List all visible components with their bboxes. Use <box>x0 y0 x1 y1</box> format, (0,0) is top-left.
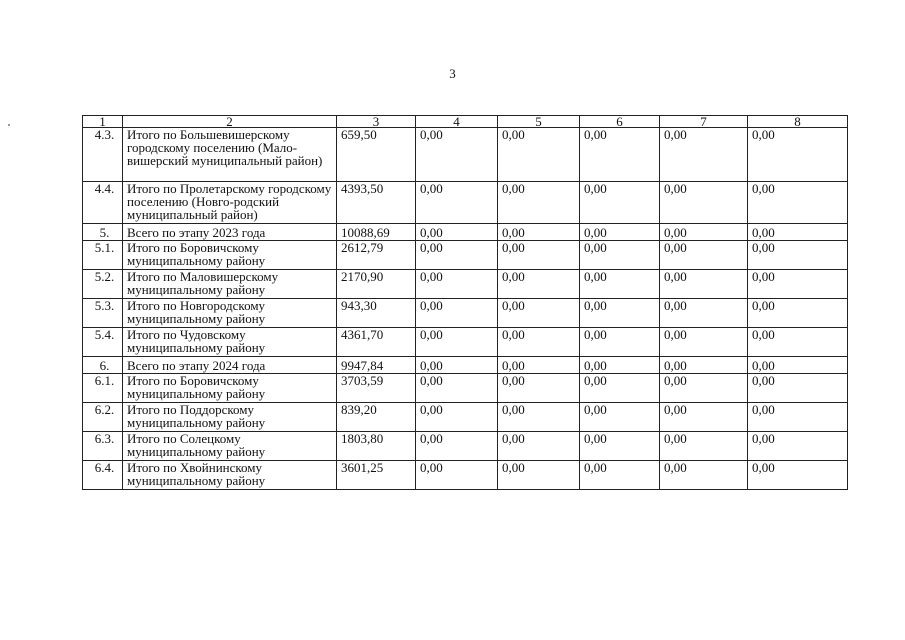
table-row <box>83 224 848 241</box>
row-value: 4393,50 <box>337 182 416 224</box>
row-number: 5.3. <box>83 299 123 328</box>
row-value: 0,00 <box>416 374 498 403</box>
row-value: 0,00 <box>748 357 848 374</box>
row-name: Итого по Поддорскому муниципальному району <box>123 403 337 432</box>
row-value: 0,00 <box>498 328 580 357</box>
table-row <box>83 128 848 182</box>
row-value: 0,00 <box>498 270 580 299</box>
row-number: 6.3. <box>83 432 123 461</box>
row-value: 0,00 <box>660 241 748 270</box>
table-row <box>83 270 848 299</box>
row-value: 0,00 <box>580 182 660 224</box>
row-value: 3703,59 <box>337 374 416 403</box>
row-name: Итого по Большевишерскому городскому поселению (Мало-вишерский муниципальный район) <box>123 128 337 182</box>
row-value: 4361,70 <box>337 328 416 357</box>
row-value: 0,00 <box>416 299 498 328</box>
row-value: 0,00 <box>660 403 748 432</box>
row-value: 0,00 <box>416 270 498 299</box>
data-table <box>82 115 848 490</box>
row-value: 0,00 <box>416 241 498 270</box>
row-value: 9947,84 <box>337 357 416 374</box>
column-header: 2 <box>123 116 337 128</box>
row-value: 0,00 <box>498 128 580 182</box>
row-value: 0,00 <box>748 403 848 432</box>
row-name: Итого по Боровичскому муниципальному району <box>123 241 337 270</box>
row-name: Итого по Пролетарскому городскому поселению (Новго-родский муниципальный район) <box>123 182 337 224</box>
row-value: 0,00 <box>580 374 660 403</box>
row-value: 2612,79 <box>337 241 416 270</box>
row-value: 0,00 <box>498 299 580 328</box>
row-value: 0,00 <box>580 328 660 357</box>
row-value: 0,00 <box>660 374 748 403</box>
row-number: 5.2. <box>83 270 123 299</box>
row-value: 0,00 <box>580 270 660 299</box>
row-value: 0,00 <box>660 128 748 182</box>
row-name: Всего по этапу 2024 года <box>123 357 337 374</box>
table-row <box>83 182 848 224</box>
row-value: 0,00 <box>748 182 848 224</box>
row-number: 6. <box>83 357 123 374</box>
row-value: 0,00 <box>660 432 748 461</box>
row-value: 0,00 <box>748 299 848 328</box>
row-value: 0,00 <box>416 403 498 432</box>
row-value: 0,00 <box>660 357 748 374</box>
table-row <box>83 241 848 270</box>
row-value: 0,00 <box>416 461 498 490</box>
row-value: 0,00 <box>748 374 848 403</box>
row-value: 0,00 <box>416 357 498 374</box>
row-value: 3601,25 <box>337 461 416 490</box>
row-name: Итого по Новгородскому муниципальному району <box>123 299 337 328</box>
row-value: 0,00 <box>748 270 848 299</box>
row-name: Всего по этапу 2023 года <box>123 224 337 241</box>
row-number: 4.3. <box>83 128 123 182</box>
row-value: 0,00 <box>660 270 748 299</box>
row-name: Итого по Чудовскому муниципальному району <box>123 328 337 357</box>
column-header: 3 <box>337 116 416 128</box>
row-number: 5.4. <box>83 328 123 357</box>
table-row <box>83 461 848 490</box>
row-value: 0,00 <box>748 328 848 357</box>
row-number: 6.4. <box>83 461 123 490</box>
column-header: 1 <box>83 116 123 128</box>
row-value: 0,00 <box>660 224 748 241</box>
row-value: 0,00 <box>748 432 848 461</box>
row-value: 0,00 <box>580 299 660 328</box>
row-name: Итого по Хвойнинскому муниципальному району <box>123 461 337 490</box>
row-value: 0,00 <box>580 128 660 182</box>
table-header-row <box>83 116 848 128</box>
row-value: 10088,69 <box>337 224 416 241</box>
row-value: 0,00 <box>748 224 848 241</box>
table-row <box>83 299 848 328</box>
row-value: 0,00 <box>498 182 580 224</box>
table-row <box>83 328 848 357</box>
column-header: 8 <box>748 116 848 128</box>
row-value: 2170,90 <box>337 270 416 299</box>
row-number: 6.2. <box>83 403 123 432</box>
row-value: 0,00 <box>498 432 580 461</box>
row-value: 0,00 <box>498 374 580 403</box>
row-value: 0,00 <box>416 224 498 241</box>
row-value: 0,00 <box>660 328 748 357</box>
row-name: Итого по Боровичскому муниципальному району <box>123 374 337 403</box>
row-number: 5.1. <box>83 241 123 270</box>
row-value: 0,00 <box>748 241 848 270</box>
row-value: 0,00 <box>660 461 748 490</box>
row-value: 0,00 <box>748 128 848 182</box>
column-header: 6 <box>580 116 660 128</box>
row-name: Итого по Солецкому муниципальному району <box>123 432 337 461</box>
table-row <box>83 432 848 461</box>
row-number: 5. <box>83 224 123 241</box>
row-value: 0,00 <box>580 403 660 432</box>
row-value: 0,00 <box>580 241 660 270</box>
row-value: 0,00 <box>748 461 848 490</box>
row-value: 0,00 <box>416 182 498 224</box>
page-number: 3 <box>449 66 456 81</box>
row-value: 659,50 <box>337 128 416 182</box>
row-value: 839,20 <box>337 403 416 432</box>
row-value: 0,00 <box>660 299 748 328</box>
row-value: 0,00 <box>498 241 580 270</box>
table-row <box>83 403 848 432</box>
row-value: 1803,80 <box>337 432 416 461</box>
row-number: 4.4. <box>83 182 123 224</box>
row-value: 0,00 <box>416 328 498 357</box>
table-row <box>83 357 848 374</box>
row-value: 0,00 <box>580 224 660 241</box>
column-header: 5 <box>498 116 580 128</box>
row-value: 943,30 <box>337 299 416 328</box>
row-value: 0,00 <box>416 432 498 461</box>
row-value: 0,00 <box>498 461 580 490</box>
row-value: 0,00 <box>498 224 580 241</box>
row-value: 0,00 <box>416 128 498 182</box>
table-body <box>83 128 848 490</box>
scan-artifact <box>8 124 10 126</box>
table-row <box>83 374 848 403</box>
row-name: Итого по Маловишерскому муниципальному району <box>123 270 337 299</box>
row-value: 0,00 <box>498 403 580 432</box>
row-number: 6.1. <box>83 374 123 403</box>
row-value: 0,00 <box>580 461 660 490</box>
row-value: 0,00 <box>580 432 660 461</box>
row-value: 0,00 <box>580 357 660 374</box>
row-value: 0,00 <box>498 357 580 374</box>
column-header: 7 <box>660 116 748 128</box>
row-value: 0,00 <box>660 182 748 224</box>
column-header: 4 <box>416 116 498 128</box>
